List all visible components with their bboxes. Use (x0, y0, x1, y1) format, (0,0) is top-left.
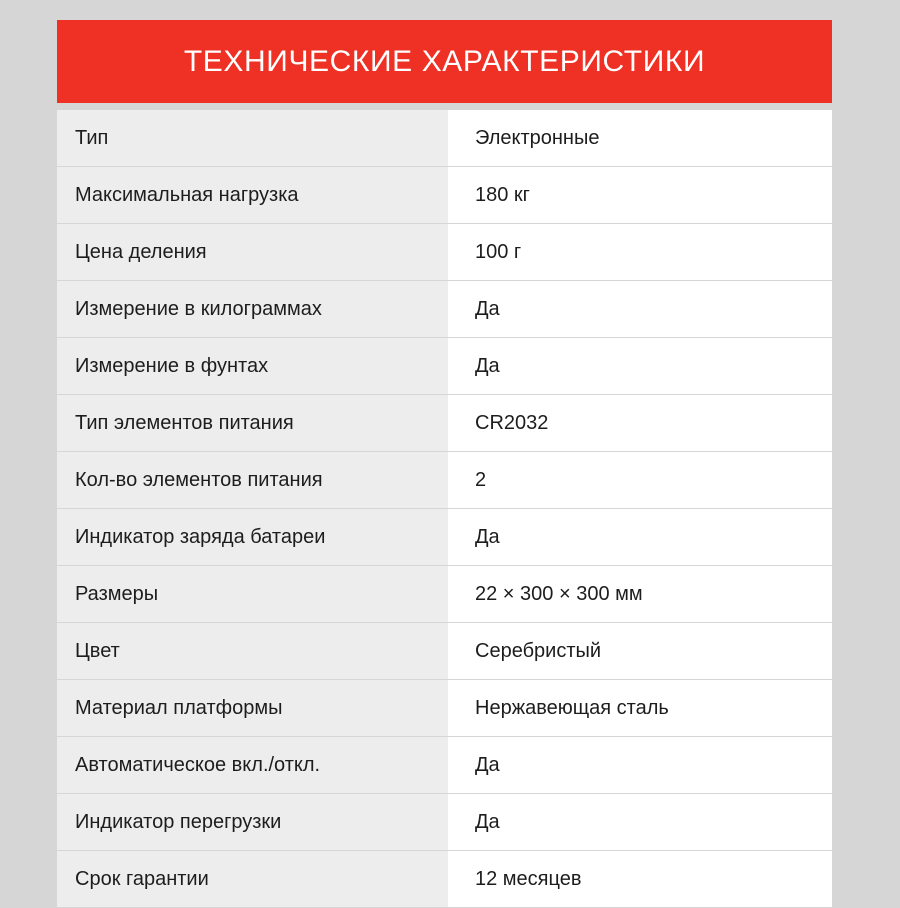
spec-label-cell (57, 452, 448, 508)
spec-value-text: Да (475, 811, 500, 833)
spec-value-text: Да (475, 298, 500, 320)
spec-label-text: Цена деления (75, 241, 207, 263)
column-divider (448, 452, 457, 508)
column-divider (448, 623, 457, 679)
spec-value-text: Да (475, 754, 500, 776)
spec-value-text: 2 (475, 469, 487, 491)
spec-value-text: Электронные (475, 127, 600, 149)
spec-value-cell (457, 566, 832, 622)
table-row (57, 452, 832, 508)
spec-value-cell (457, 737, 832, 793)
spec-value-text: 22 × 300 × 300 мм (475, 583, 643, 605)
spec-value-text: Да (475, 355, 500, 377)
specifications-header-banner (57, 20, 832, 103)
table-row (57, 680, 832, 736)
spec-label-text: Материал платформы (75, 697, 283, 719)
spec-value-cell (457, 794, 832, 850)
table-row (57, 167, 832, 223)
table-row (57, 395, 832, 451)
column-divider (448, 566, 457, 622)
spec-label-cell (57, 566, 448, 622)
column-divider (448, 110, 457, 166)
spec-label-text: Измерение в килограммах (75, 298, 322, 320)
table-row (57, 509, 832, 565)
spec-label-text: Размеры (75, 583, 159, 605)
spec-label-cell (57, 110, 448, 166)
spec-label-text: Цвет (75, 640, 120, 662)
spec-label-cell (57, 737, 448, 793)
spec-label-text: Измерение в фунтах (75, 355, 269, 377)
spec-value-cell (457, 623, 832, 679)
column-divider (448, 737, 457, 793)
specifications-table (57, 110, 832, 907)
column-divider (448, 794, 457, 850)
spec-value-cell (457, 851, 832, 907)
spec-label-cell (57, 224, 448, 280)
column-divider (448, 281, 457, 337)
table-row (57, 338, 832, 394)
spec-value-cell (457, 452, 832, 508)
spec-label-text: Индикатор перегрузки (75, 811, 282, 833)
spec-label-text: Индикатор заряда батареи (75, 526, 326, 548)
spec-label-cell (57, 680, 448, 736)
spec-value-cell (457, 110, 832, 166)
spec-value-text: 100 г (475, 241, 522, 263)
spec-value-text: CR2032 (475, 412, 549, 434)
table-row (57, 110, 832, 166)
table-row (57, 623, 832, 679)
spec-value-text: Да (475, 526, 500, 548)
table-row (57, 794, 832, 850)
spec-value-cell (457, 281, 832, 337)
spec-value-text: 180 кг (475, 184, 530, 206)
table-row (57, 851, 832, 907)
spec-value-cell (457, 224, 832, 280)
spec-value-cell (457, 680, 832, 736)
spec-value-cell (457, 167, 832, 223)
table-row (57, 224, 832, 280)
spec-label-text: Автоматическое вкл./откл. (75, 754, 321, 776)
spec-label-cell (57, 623, 448, 679)
table-row (57, 566, 832, 622)
spec-label-cell (57, 851, 448, 907)
spec-label-text: Срок гарантии (75, 868, 209, 890)
spec-label-text: Максимальная нагрузка (75, 184, 299, 206)
spec-label-cell (57, 794, 448, 850)
spec-label-text: Тип (75, 127, 109, 149)
column-divider (448, 509, 457, 565)
spec-value-text: Серебристый (475, 640, 602, 662)
spec-label-cell (57, 167, 448, 223)
column-divider (448, 338, 457, 394)
spec-label-text: Кол-во элементов питания (75, 469, 323, 491)
page-title: ТЕХНИЧЕСКИЕ ХАРАКТЕРИСТИКИ (183, 45, 706, 78)
table-row (57, 281, 832, 337)
column-divider (448, 851, 457, 907)
column-divider (448, 680, 457, 736)
table-row (57, 737, 832, 793)
spec-value-text: Нержавеющая сталь (475, 697, 669, 719)
column-divider (448, 167, 457, 223)
spec-value-cell (457, 509, 832, 565)
spec-label-cell (57, 281, 448, 337)
spec-label-text: Тип элементов питания (75, 412, 294, 434)
column-divider (448, 395, 457, 451)
spec-value-cell (457, 395, 832, 451)
spec-value-cell (457, 338, 832, 394)
column-divider (448, 224, 457, 280)
spec-label-cell (57, 338, 448, 394)
specifications-card (57, 20, 832, 908)
spec-label-cell (57, 395, 448, 451)
spec-label-cell (57, 509, 448, 565)
spec-value-text: 12 месяцев (475, 868, 582, 890)
